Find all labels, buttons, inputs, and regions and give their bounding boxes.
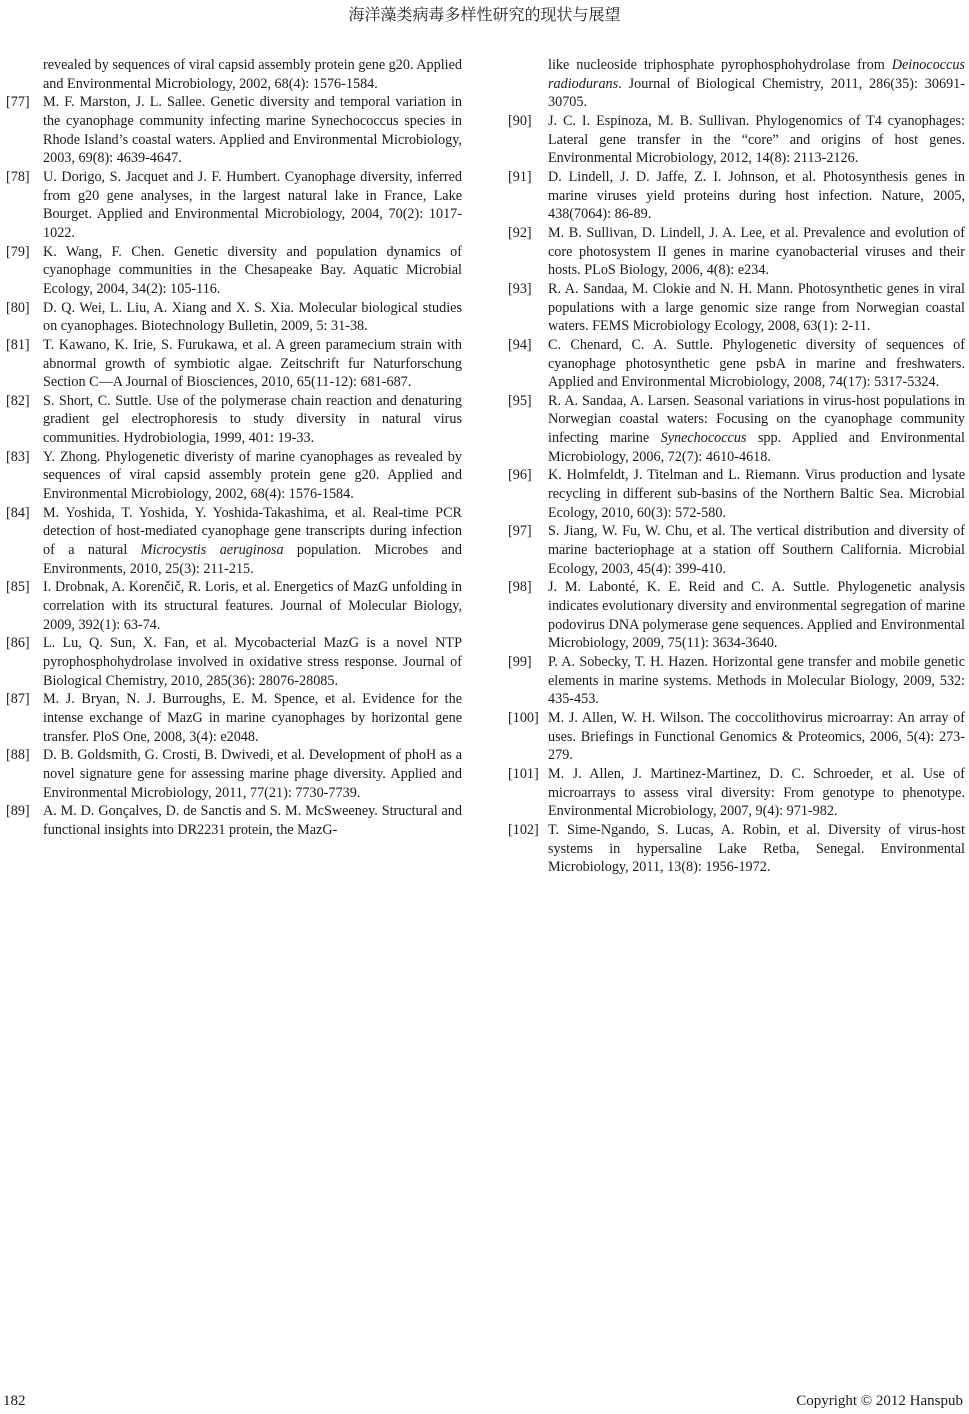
reference-text [43,634,462,690]
reference-item [508,709,965,765]
reference-text-main: C. Chenard, C. A. Suttle. Phylogenetic diversity of sequences of cyanophage photosynthetic gene psbA in marine and freshwaters. Applied and Environmental Microbiology, 2008, 74(17): 5317-5324. [548,336,965,391]
running-header-title: 海洋藻类病毒多样性研究的现状与展望 [348,5,621,24]
reference-italic-term: Microcystis aeruginosa [140,542,284,559]
reference-continuation: revealed by sequences of viral capsid assembly protein gene g20. Applied and Environmental Microbiology, 2002, 68(4): 1576-1584. [43,57,462,92]
reference-text-main: J. C. I. Espinoza, M. B. Sullivan. Phylogenomics of T4 cyanophages: Lateral gene transfer in the “core” and origins of host genes. Environmental Microbiology, 2012, 14(8): 2113-2126. [548,112,965,167]
continuation-species-name: Deinococcus radiodurans [548,57,965,92]
reference-number: [95] [508,392,532,409]
reference-text-main: R. A. Sandaa, A. Larsen. Seasonal variations in virus-host populations in Norwegian coastal waters: Focusing on the cyanophage community infecting marine [548,392,965,447]
reference-text-main: S. Jiang, W. Fu, W. Chu, et al. The vertical distribution and diversity of marine bacteriophage at a station off Southern California. Microbial Ecology, 2003, 45(4): 399-410. [548,523,965,577]
reference-number: [80] [6,299,30,316]
reference-number: [94] [508,336,532,353]
references-left-column [6,56,462,840]
reference-text-main: M. B. Sullivan, D. Lindell, J. A. Lee, et al. Prevalence and evolution of core photosystem II genes in marine cyanobacterial viruses and their hosts. PLoS Biology, 2006, 4(8): e234. [548,224,965,279]
reference-number: [93] [508,280,532,297]
reference-text [43,448,462,504]
reference-number: [82] [6,392,30,409]
reference-number: [100] [508,709,539,726]
reference-item [6,243,462,299]
reference-item [6,168,462,243]
reference-item [508,522,965,578]
reference-number: [101] [508,765,539,782]
reference-text-main: M. J. Allen, W. H. Wilson. The coccolithovirus microarray: An array of uses. Briefings in Functional Genomics & Proteomics, 2006, 5(4): 273-279. [548,709,965,764]
reference-text [548,578,965,653]
reference-number: [99] [508,654,532,670]
reference-text-main: M. F. Marston, J. L. Sallee. Genetic diversity and temporal variation in the cyanophage community infecting marine Synechococcus species in Rhode Island’s coastal waters. Applied and Environmental Microbiology, 2003, 69(8): 4639-4647. [43,94,462,167]
reference-item [6,802,462,839]
reference-item [508,280,965,336]
reference-text-tail: spp. Applied and Environmental Microbiology, 2006, 72(7): 4610-4618. [548,430,965,465]
reference-text-main: M. J. Bryan, N. J. Burroughs, E. M. Spence, et al. Evidence for the intense exchange of MazG in marine cyanophages by horizontal gene transfer. PloS One, 2008, 3(4): e2048. [43,691,462,745]
reference-text [43,802,462,839]
reference-text-tail: population. Microbes and Environments, 2010, 25(3): 211-215. [43,542,462,577]
reference-text [43,299,462,336]
reference-number: [96] [508,467,532,484]
reference-text [548,280,965,336]
reference-text [548,112,965,168]
reference-text [43,690,462,746]
continuation-text: like nucleoside triphosphate pyrophosphohydrolase from [548,57,892,73]
reference-item [6,504,462,579]
reference-number: [91] [508,168,532,185]
reference-text [548,522,965,578]
reference-item [6,746,462,802]
reference-text [43,504,462,579]
reference-text-main: D. Lindell, J. D. Jaffe, Z. I. Johnson, et al. Photosynthesis genes in marine viruses yield proteins during host infection. Nature, 2005, 438(7064): 86-89. [548,168,965,223]
reference-item [508,765,965,821]
reference-number: [87] [6,691,30,708]
reference-text [548,168,965,224]
reference-number: [85] [6,579,30,596]
reference-item [6,299,462,336]
reference-item [508,224,965,280]
reference-item [508,466,965,522]
continuation-text-tail: . Journal of Biological Chemistry, 2011, 286(35): 30691-30705. [548,75,965,111]
reference-item [6,336,462,392]
reference-number: [88] [6,747,30,764]
reference-text [548,653,965,709]
reference-continuation [508,56,965,112]
reference-text-main: M. Yoshida, T. Yoshida, Y. Yoshida-Takashima, et al. Real-time PCR detection of host-mediated cyanophage gene transcripts during infection of a natural [43,504,462,559]
reference-text-main: Y. Zhong. Phylogenetic diveristy of marine cyanophages as revealed by sequences of viral capsid assembly protein gene g20. Applied and Environmental Microbiology, 2002, 68(4): 1576-1584. [43,448,462,503]
reference-list-right [508,112,965,877]
reference-number: [79] [6,243,30,260]
reference-text-main: D. Q. Wei, L. Liu, A. Xiang and X. S. Xia. Molecular biological studies on cyanophages. Biotechnology Bulletin, 2009, 5: 31-38. [43,299,462,335]
reference-item [508,578,965,653]
reference-text-main: P. A. Sobecky, T. H. Hazen. Horizontal gene transfer and mobile genetic elements in marine systems. Methods in Molecular Biology, 2009, 532: 435-453. [548,654,965,708]
reference-item [6,392,462,448]
reference-number: [89] [6,803,30,820]
reference-text [548,821,965,877]
reference-text [43,746,462,802]
reference-text-main: K. Wang, F. Chen. Genetic diversity and population dynamics of cyanophage communities in the Chesapeake Bay. Aquatic Microbial Ecology, 2004, 34(2): 105-116. [43,243,462,297]
reference-item [508,168,965,224]
reference-number: [98] [508,579,532,596]
references-right-column [508,56,965,877]
reference-item [508,112,965,168]
reference-text-main: U. Dorigo, S. Jacquet and J. F. Humbert. Cyanophage diversity, inferred from g20 gene analyses, in the largest natural lake in France, Lake Bourget. Applied and Environmental Microbiology, 2004, 70(2): 1017-1022. [43,168,462,241]
reference-text [548,336,965,392]
reference-text [43,578,462,634]
reference-text-main: K. Holmfeldt, J. Titelman and L. Riemann. Virus production and lysate recycling in different sub-basins of the Northern Baltic Sea. Microbial Ecology, 2010, 60(3): 572-580. [548,467,965,521]
reference-number: [102] [508,821,539,838]
reference-item [6,578,462,634]
reference-list-left [6,93,462,839]
reference-number: [84] [6,504,30,521]
reference-text [43,93,462,168]
reference-text-main: A. M. D. Gonçalves, D. de Sanctis and S. M. McSweeney. Structural and functional insights into DR2231 protein, the MazG- [43,803,462,838]
reference-text [548,392,965,467]
reference-item [6,634,462,690]
reference-text-main: S. Short, C. Suttle. Use of the polymerase chain reaction and denaturing gradient gel electrophoresis to study diversity in natural virus communities. Hydrobiologia, 1999, 401: 19-33. [43,392,462,447]
reference-item [6,690,462,746]
reference-text [43,168,462,243]
reference-text-main: M. J. Allen, J. Martinez-Martinez, D. C. Schroeder, et al. Use of microarrays to assess viral diversity: From genotype to phenotype. Environmental Microbiology, 2007, 9(4): 971-982. [548,765,965,820]
reference-number: [90] [508,112,532,129]
reference-text [548,466,965,522]
reference-item [508,653,965,709]
reference-item [6,448,462,504]
reference-text-main: I. Drobnak, A. Korenčič, R. Loris, et al. Energetics of MazG unfolding in correlation with its structural features. Journal of Molecular Biology, 2009, 392(1): 63-74. [43,579,462,633]
reference-text [548,224,965,280]
reference-text [548,709,965,765]
reference-item [6,93,462,168]
reference-text-main: T. Kawano, K. Irie, S. Furukawa, et al. A green paramecium strain with abnormal growth of symbiotic algae. Zeitschrift fur Naturforschung Section C—A Journal of Biosciences, 2010, 65(11-12): 681-687. [43,336,462,391]
reference-number: [97] [508,523,532,540]
reference-text-main: T. Sime-Ngando, S. Lucas, A. Robin, et al. Diversity of virus-host systems in hypersaline Lake Retba, Senegal. Environmental Microbiology, 2011, 13(8): 1956-1972. [548,821,965,876]
reference-item [508,336,965,392]
reference-number: [92] [508,224,532,241]
reference-item [508,392,965,467]
reference-text-main: R. A. Sandaa, M. Clokie and N. H. Mann. Photosynthetic genes in viral populations with a large genomic size range from Norwegian coastal waters. FEMS Microbiology Ecology, 2008, 63(1): 2-11. [548,280,965,335]
reference-number: [77] [6,94,30,111]
reference-text [43,336,462,392]
reference-number: [83] [6,448,30,465]
copyright-notice: Copyright © 2012 Hanspub [796,1393,963,1409]
reference-text [43,392,462,448]
reference-text-main: D. B. Goldsmith, G. Crosti, B. Dwivedi, et al. Development of phoH as a novel signature gene for assessing marine phage diversity. Applied and Environmental Microbiology, 2011, 77(21): 7730-7739. [43,747,462,801]
page-number: 182 [3,1393,26,1409]
reference-number: [78] [6,168,30,185]
reference-text [548,765,965,821]
reference-text-main: J. M. Labonté, K. E. Reid and C. A. Suttle. Phylogenetic analysis indicates evolutionary diversity and environmental segregation of marine podovirus DNA polymerase gene sequences. Applied and Environmental Microbiology, 2009, 75(11): 3634-3640. [548,579,965,652]
reference-number: [81] [6,336,30,353]
reference-italic-term: Synechococcus [660,430,747,447]
reference-text [43,243,462,299]
reference-text-main: L. Lu, Q. Sun, X. Fan, et al. Mycobacterial MazG is a novel NTP pyrophosphohydrolase involved in oxidative stress response. Journal of Biological Chemistry, 2010, 285(36): 28076-28085. [43,635,462,689]
reference-number: [86] [6,635,30,652]
reference-item [508,821,965,877]
